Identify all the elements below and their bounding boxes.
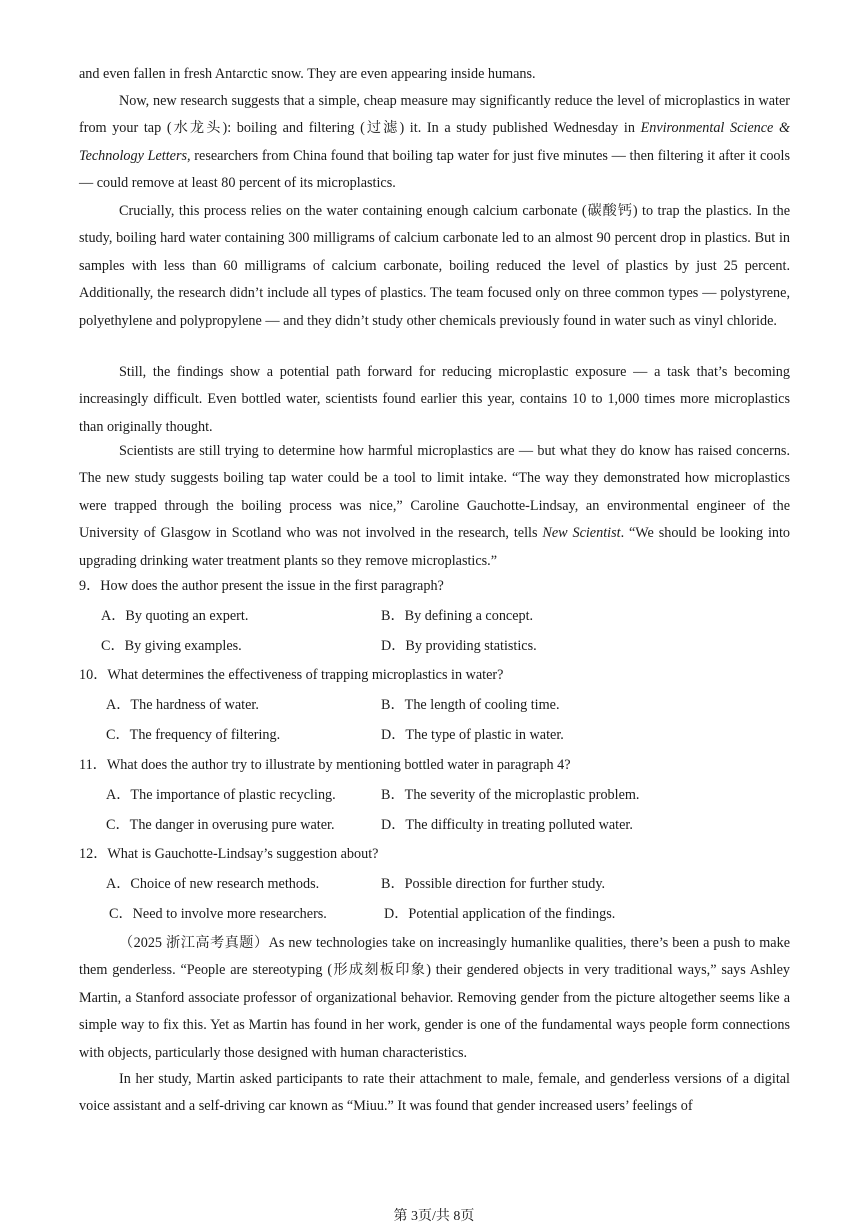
paragraph-text: Scientists are still trying to determine how harmful microplastics are — but what they do know has raised concerns. The new study suggests boiling tap water could be a tool to limit intake. “The way they demonstrated how microplastics were trapped through the boiling process was nice,” Caroline Gauchotte-Lindsay, an environmental engineer of the University of Glasgow in Scotland who was not involved in the research, tells — [79, 443, 790, 542]
question-12-option-a[interactable]: A．Choice of new research methods. — [106, 876, 320, 892]
passage-a-paragraph-4 — [79, 438, 790, 575]
passage-a-paragraph-1 — [79, 88, 790, 198]
question-11-option-c[interactable]: C．The danger in overusing pure water. — [106, 817, 335, 833]
question-9-option-a[interactable]: A．By quoting an expert. — [101, 608, 249, 624]
question-10-option-c[interactable]: C．The frequency of filtering. — [106, 727, 281, 743]
question-11-option-a[interactable]: A．The importance of plastic recycling. — [106, 787, 336, 803]
passage-a-paragraph-3 — [79, 359, 790, 441]
question-9-option-c[interactable]: C．By giving examples. — [101, 638, 242, 654]
question-10-option-a[interactable]: A．The hardness of water. — [106, 697, 259, 713]
question-10-option-d[interactable]: D．The type of plastic in water. — [381, 727, 564, 743]
question-11-stem: 11．What does the author try to illustrate by mentioning bottled water in paragraph 4? — [79, 757, 571, 773]
paragraph-text: In her study, Martin asked participants to rate their attachment to male, female, and genderless versions of a digital voice assistant and a self-driving car known as “Miuu.” It was found that gender increased users’ feelings of — [79, 1071, 790, 1115]
question-9-option-d[interactable]: D．By providing statistics. — [381, 638, 537, 654]
passage-b-paragraph-1 — [79, 930, 790, 1067]
paragraph-text: Now, new research suggests that a simple, cheap measure may significantly reduce the level of microplastics in water from your tap (水龙头): boiling and filtering (过滤) it. In a study published Wednesday in — [79, 93, 790, 137]
question-12-option-b[interactable]: B．Possible direction for further study. — [381, 876, 606, 892]
paragraph-text: Crucially, this process relies on the water containing enough calcium carbonate (碳酸钙) to trap the plastics. In the study, boiling hard water containing 300 milligrams of calcium carbonate led to an almost 90 percent drop in plastics. But in samples with less than 60 milligrams of calcium carbonate, boiling reduced the level of plastics by just 25 percent. Additionally, the research didn’t include all types of plastics. The team focused only on three common types — polystyrene, polyethylene and polypropylene — and they didn’t study other chemicals previously found in water such as vinyl chloride. — [79, 203, 790, 329]
question-12-option-c[interactable]: C．Need to involve more researchers. — [109, 906, 327, 922]
page-footer: 第 3页/共 8页 — [393, 1209, 475, 1224]
paragraph-text: . “We should be looking into upgrading drinking water treatment plants so they remove microplastics.” — [79, 525, 791, 569]
paragraph-text: Still, the findings show a potential path forward for reducing microplastic exposure — a task that’s becoming increasingly difficult. Even bottled water, scientists found earlier this year, contains 10 to 1,000 times more microplastics than originally thought. — [79, 364, 790, 435]
question-9-stem: 9．How does the author present the issue in the first paragraph? — [79, 578, 444, 594]
passage-a-paragraph-2 — [79, 198, 790, 335]
question-10-stem: 10．What determines the effectiveness of trapping microplastics in water? — [79, 667, 504, 683]
question-11-option-b[interactable]: B．The severity of the microplastic problem. — [381, 787, 640, 803]
question-10-option-b[interactable]: B．The length of cooling time. — [381, 697, 560, 713]
question-12-stem: 12．What is Gauchotte-Lindsay’s suggestion about? — [79, 846, 379, 862]
question-11-option-d[interactable]: D．The difficulty in treating polluted water. — [381, 817, 633, 833]
magazine-title: New Scientist — [542, 525, 621, 542]
journal-title: Environmental Science & Technology Letters — [79, 120, 790, 164]
question-9-option-b[interactable]: B．By defining a concept. — [381, 608, 534, 624]
paragraph-text: （2025 浙江高考真题）As new technologies take on increasingly humanlike qualities, there’s been a push to make them genderless. “People are stereotyping (形成刻板印象) their gendered objects in very traditional ways,” says Ashley Martin, a Stanford associate professor of organizational behavior. Removing gender from the picture altogether seems like a simple way to fix this. Yet as Martin has found in her work, gender is one of the fundamental ways people form connections with objects, particularly those designed with human characteristics. — [79, 935, 790, 1061]
passage-b-paragraph-2 — [79, 1066, 790, 1121]
paragraph-text: , researchers from China found that boiling tap water for just five minutes — then filtering it after it cools — could remove at least 80 percent of its microplastics. — [79, 147, 790, 192]
passage-a-paragraph-0 — [79, 61, 790, 88]
question-12-option-d[interactable]: D．Potential application of the findings. — [384, 906, 616, 922]
paragraph-text: and even fallen in fresh Antarctic snow. They are even appearing inside humans. — [79, 66, 536, 82]
